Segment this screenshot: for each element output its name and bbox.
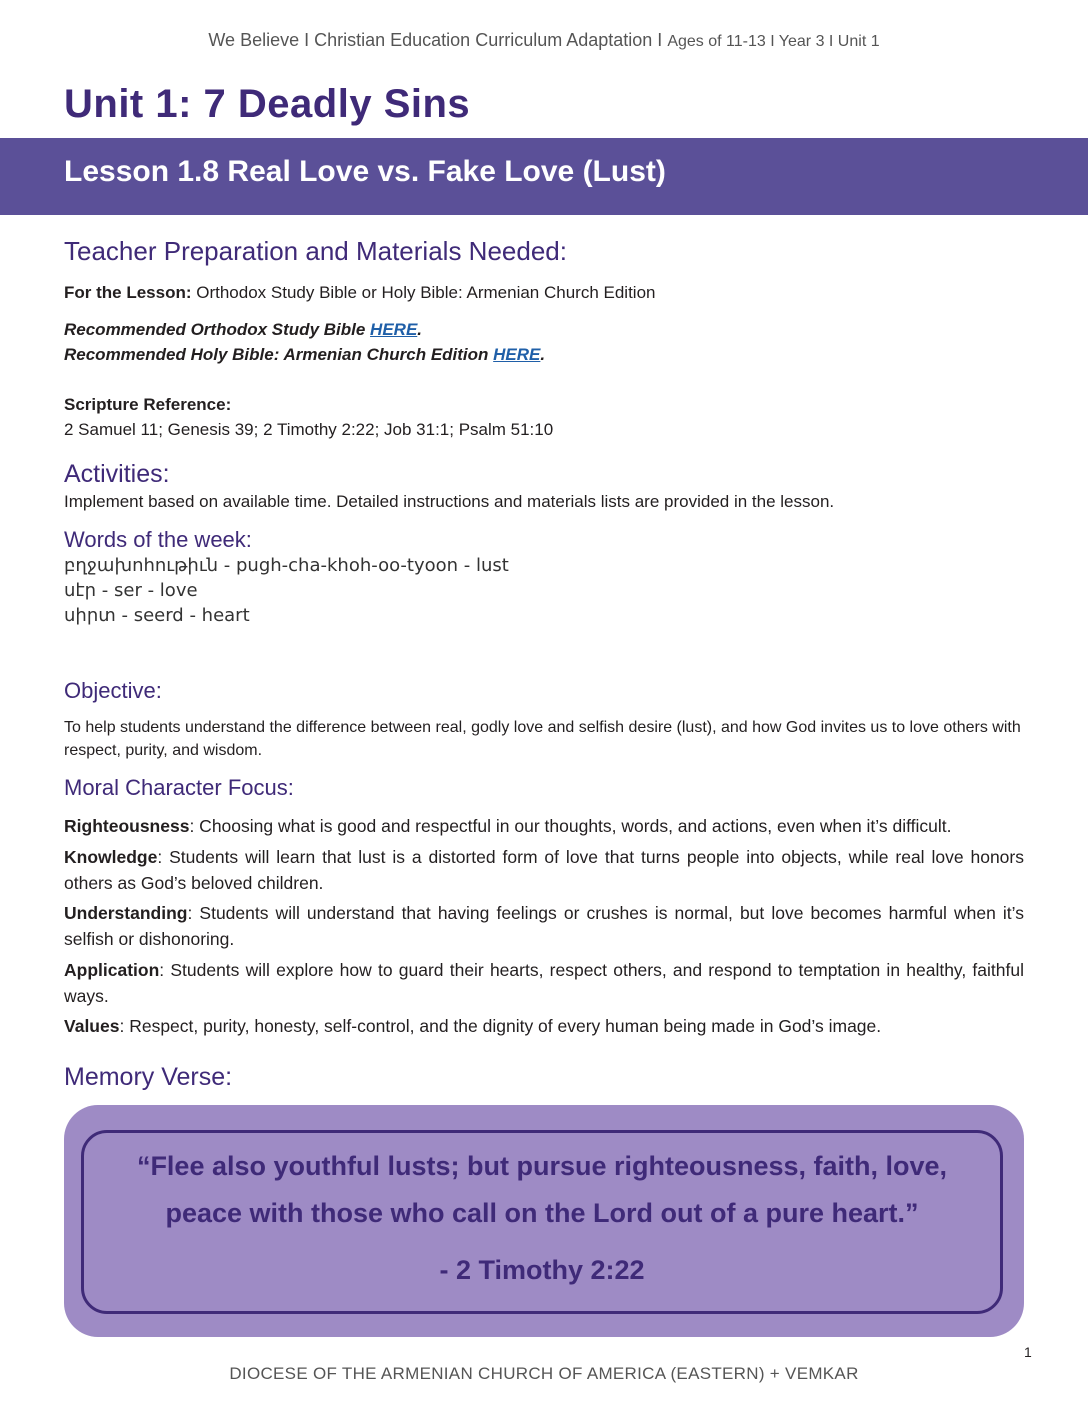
page-footer: DIOCESE OF THE ARMENIAN CHURCH OF AMERICA (EASTERN) + VEMKAR (229, 1364, 859, 1383)
moral-item-righteousness (64, 813, 1024, 839)
moral-text: : Students will explore how to guard their hearts, respect others, and respond to temptation in healthy, faithful ways. (64, 960, 1024, 1006)
page-number: 1 (1024, 1344, 1032, 1360)
memory-verse-frame (81, 1130, 1003, 1314)
scripture-value: 2 Samuel 11; Genesis 39; 2 Timothy 2:22; Job 31:1; Psalm 51:10 (64, 420, 554, 439)
for-lesson-label: For the Lesson: (64, 283, 192, 302)
lesson-title: Lesson 1.8 Real Love vs. Fake Love (Lust) (64, 155, 666, 188)
word-item: բղջախոհութիւն - pugh-cha-khoh-oo-tyoon - lust (64, 555, 509, 576)
moral-item-knowledge (64, 844, 1024, 896)
words-heading: Words of the week: (64, 527, 252, 552)
moral-item-values (64, 1013, 1024, 1039)
objective-heading: Objective: (64, 678, 162, 703)
recommended-armenian-bible-line: Recommended Holy Bible: Armenian Church Edition HERE. (64, 345, 546, 364)
header-meta: Ages of 11-13 I Year 3 I Unit 1 (667, 33, 880, 50)
moral-text: : Respect, purity, honesty, self-control, and the dignity of every human being made in God’s image. (119, 1016, 882, 1036)
header-text: We Believe I Christian Education Curriculum Adaptation I (208, 30, 663, 50)
for-lesson-value: Orthodox Study Bible or Holy Bible: Armenian Church Edition (196, 283, 656, 302)
memory-heading: Memory Verse: (64, 1063, 233, 1091)
verse-line-1: “Flee also youthful lusts; but pursue righteousness, faith, love, (136, 1151, 948, 1181)
activities-heading: Activities: (64, 460, 170, 488)
word-item: սիրտ - seerd - heart (64, 605, 250, 626)
moral-item-application (64, 957, 1024, 1009)
memory-verse-box (64, 1105, 1024, 1337)
moral-term: Values (64, 1016, 120, 1036)
verse-reference: - 2 Timothy 2:22 (439, 1255, 645, 1285)
moral-term: Understanding (64, 903, 188, 923)
moral-heading: Moral Character Focus: (64, 775, 294, 800)
moral-text: : Students will learn that lust is a distorted form of love that turns people into objects, while real love honors others as God’s beloved children. (64, 847, 1024, 893)
moral-item-understanding (64, 900, 1024, 952)
moral-term: Application (64, 960, 160, 980)
verse-line-2: peace with those who call on the Lord out of a pure heart.” (165, 1198, 919, 1228)
recommended-osb-line: Recommended Orthodox Study Bible HERE. (64, 320, 423, 339)
prep-heading: Teacher Preparation and Materials Needed: (64, 236, 567, 266)
objective-text: To help students understand the difference between real, godly love and selfish desire (lust), and how God invites us to love others with respect, purity, and wisdom. (64, 719, 1021, 759)
for-lesson-line (64, 283, 655, 303)
moral-term: Knowledge (64, 847, 158, 867)
activities-text: Implement based on available time. Detailed instructions and materials lists are provided in the lesson. (64, 492, 835, 511)
word-item: սէր - ser - love (64, 580, 198, 601)
osb-here-link[interactable]: HERE (370, 320, 418, 339)
recommended-osb-text: Recommended Orthodox Study Bible (64, 320, 366, 339)
lesson-banner (0, 138, 1088, 215)
moral-term: Righteousness (64, 816, 190, 836)
moral-text: : Students will understand that having feelings or crushes is normal, but love becomes harmful when it’s selfish or dishonoring. (64, 903, 1024, 949)
page-header (0, 30, 1088, 51)
armenian-bible-here-link[interactable]: HERE (493, 345, 541, 364)
unit-title: Unit 1: 7 Deadly Sins (64, 82, 471, 126)
recommended-armenian-text: Recommended Holy Bible: Armenian Church Edition (64, 345, 489, 364)
moral-text: : Choosing what is good and respectful in our thoughts, words, and actions, even when it’s difficult. (189, 816, 952, 836)
scripture-label: Scripture Reference: (64, 395, 232, 414)
